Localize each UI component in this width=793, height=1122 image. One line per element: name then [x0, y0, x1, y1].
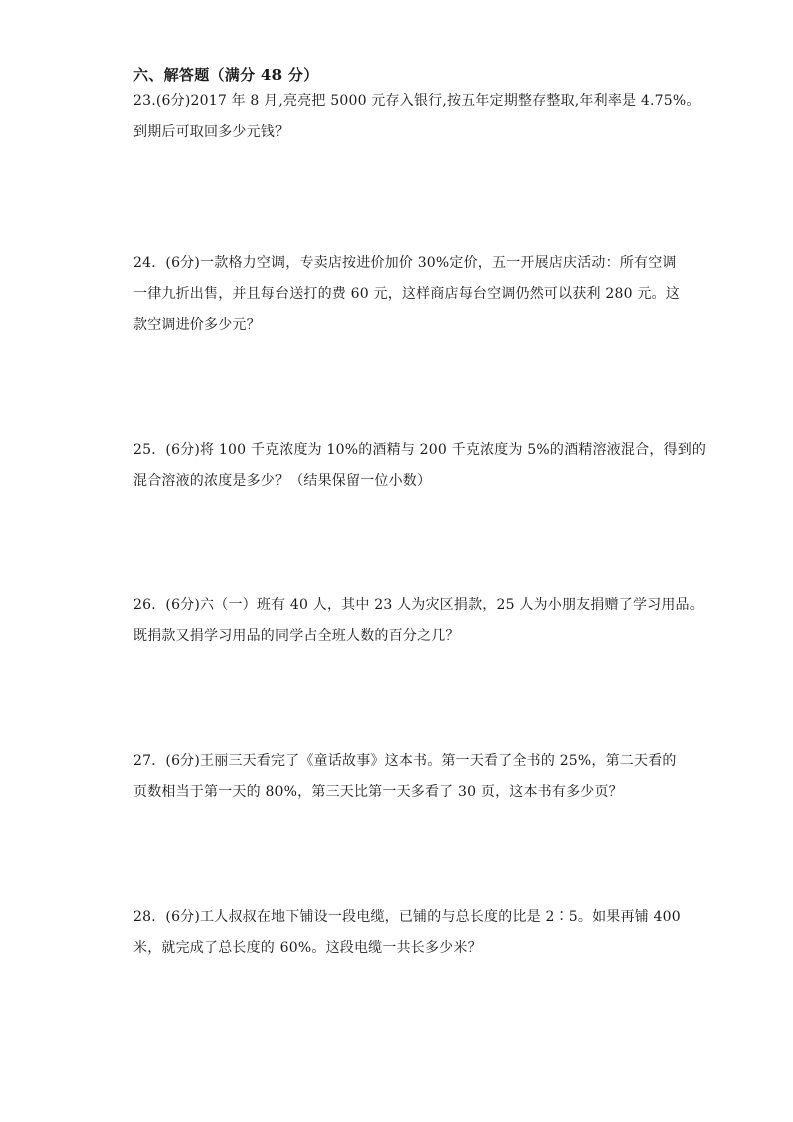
- question-23-line-1: 23.(6分)2017 年 8 月,亮亮把 5000 元存入银行,按五年定期整存整取,年利率是 4.75%。: [133, 93, 701, 109]
- question-26-line-2: 既捐款又捐学习用品的同学占全班人数的百分之几？: [133, 628, 460, 644]
- section-title: 六、解答题（满分 48 分）: [133, 66, 319, 84]
- question-24-line-3: 款空调进价多少元？: [133, 317, 261, 333]
- question-24: [133, 248, 680, 341]
- question-25: [133, 435, 707, 497]
- question-25-line-1: 25．(6分)将 100 千克浓度为 10%的酒精与 200 千克浓度为 5%的酒精溶液混合，得到的: [133, 442, 707, 458]
- question-24-line-2: 一律九折出售，并且每台送打的费 60 元，这样商店每台空调仍然可以获利 280 元。这: [133, 286, 680, 302]
- question-23: [133, 86, 701, 148]
- question-27-line-2: 页数相当于第一天的 80%，第三天比第一天多看了 30 页，这本书有多少页？: [133, 784, 623, 800]
- question-24-line-1: 24．(6分)一款格力空调，专卖店按进价加价 30%定价，五一开展店庆活动：所有空调: [133, 255, 677, 271]
- question-27: [133, 746, 677, 808]
- question-25-line-2: 混合溶液的浓度是多少？（结果保留一位小数）: [133, 473, 432, 489]
- question-28: [133, 902, 681, 964]
- question-27-line-1: 27．(6分)王丽三天看完了《童话故事》这本书。第一天看了全书的 25%，第二天看的: [133, 753, 677, 769]
- question-28-line-1: 28．(6分)工人叔叔在地下铺设一段电缆，已铺的与总长度的比是 2∶5。如果再铺 400: [133, 909, 681, 925]
- question-26: [133, 590, 704, 652]
- question-23-line-2: 到期后可取回多少元钱？: [133, 124, 290, 140]
- question-26-line-1: 26．(6分)六（一）班有 40 人，其中 23 人为灾区捐款，25 人为小朋友捐赠了学习用品。: [133, 597, 704, 613]
- question-28-line-2: 米，就完成了总长度的 60%。这段电缆一共长多少米？: [133, 940, 482, 956]
